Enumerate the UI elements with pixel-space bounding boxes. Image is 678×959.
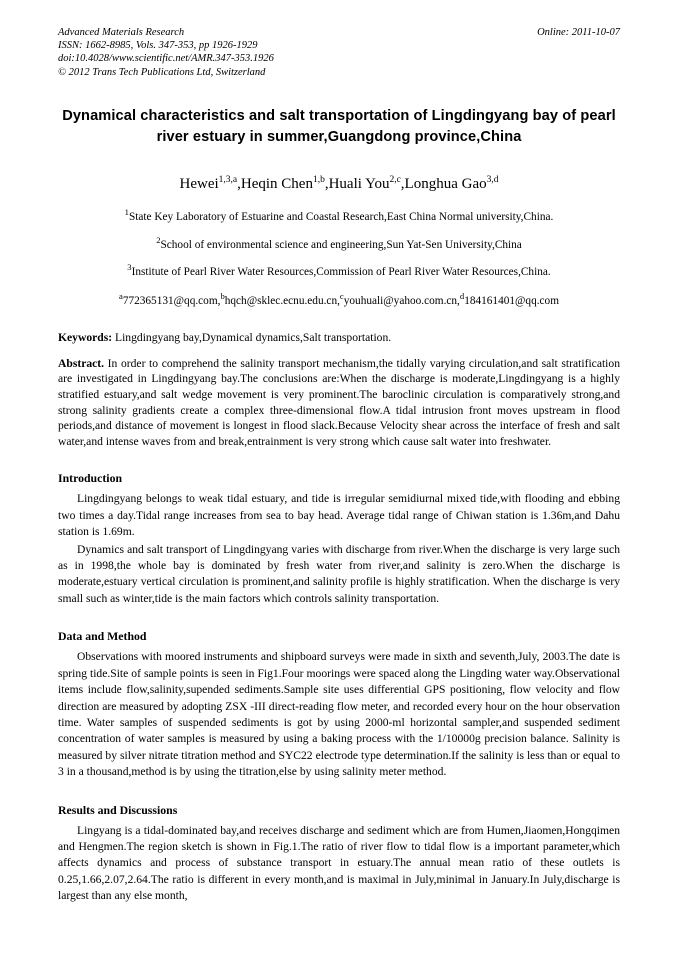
affiliation-1 [58,205,620,225]
email-1: 772365131@qq.com, [122,294,221,307]
section-heading-results-and-discussions: Results and Discussions [58,802,178,817]
doi-line: doi:10.4028/www.scientific.net/AMR.347-353.1926 [58,53,274,65]
email-3-marker: c [339,291,344,302]
affiliation-2-marker: 2 [156,234,161,245]
affiliation-3 [58,260,620,280]
author-3-affil-marker: 2,c [389,174,401,185]
abstract-label: Abstract. [58,356,105,370]
abstract-text: In order to comprehend the salinity transport mechanism,the tidally varying circulation,and salt stratification are investigated in Lingdingyang bay.The conclusions are:When the discharge is moderate,Lingdingyang is a highly stratified estuary,and salt wedge movement is very prominent.The baroclinic circulation is comparatively strong,and strong salinity gradients create a complex three-dimensional flow.A tidal intrusion front moves upstream in flood periods,and distance of movement is longest in flood slack.Because Velocity shear across the interface of fresh and salt water,and intense waves from and break,entrainment is very strong which cause salt water into freshwater. [58,356,620,448]
author-1-name: Hewei [179,175,219,192]
copyright-line: © 2012 Trans Tech Publications Ltd, Switzerland [58,66,266,78]
issn-line: ISSN: 1662-8985, Vols. 347-353, pp 1926-1929 [58,40,258,52]
online-date: Online: 2011-10-07 [537,27,620,38]
journal-name: Advanced Materials Research [58,27,185,38]
email-4: 184161401@qq.com [464,294,559,307]
keywords-line [58,330,620,346]
page-title: Dynamical characteristics and salt transportation of Lingdingyang bay of pearl river estuary in summer,Guangdong province,China [62,107,616,145]
paragraph: Lingdingyang belongs to weak tidal estuary, and tide is irregular semidiurnal mixed tide,with flooding and ebbing two times a day.Tidal range increases from sea to bay head. Average tidal range of Chiwan station is 1.36m,and Dahu station is 1.69m. [58,492,620,539]
author-2-affil-marker: 1,b [312,174,325,185]
affiliation-1-marker: 1 [124,206,129,217]
email-1-marker: a [118,291,123,302]
author-list [58,170,620,194]
affiliation-3-text: Institute of Pearl River Water Resources,Commission of Pearl River Water Resources,China. [131,266,551,279]
paragraph: Lingyang is a tidal-dominated bay,and receives discharge and sediment which are from Humen,Jiaomen,Hongqimen and Hengmen.The region sketch is shown in Fig.1.The ratio of river flow to tidal flow is a important parameter,which affects dynamics and process of substance transport in estuary.The annual mean ratio of these outlets is 0.25,1.66,2.07,2.64.The ratio is different in every month,and is maximal in July,minimal in January.In July,discharge is largest than any else month, [58,823,620,903]
paragraph: Observations with moored instruments and shipboard surveys were made in sixth and seventh,July, 2003.The date is spring tide.Site of sample points is seen in Fig1.Four moorings were spaced along the Lingding water way.Observational items include flow,salinity,supended sediments.Sample site uses differential GPS positioning, flow velocity and flow direction are measured by adopting ZSX -III direct-reading flow meter, and recorded every hour on the hour observation time. Water samples of suspended sediments is got by using 2000-ml horizontal sampler,and suspended sediment concentration of water samples is measured by using a baking process with the 1/10000g precision balance. Salinity is measured by silver nitrate titration method and SYC22 electrode type determination.If the salinity is less than or equal to 3 in a thousand,method is by using the titration,else by using salinity meter method. [58,650,620,779]
section-heading-data-and-method: Data and Method [58,629,147,644]
author-emails [58,289,620,309]
affiliation-2-text: School of environmental science and engineering,Sun Yat-Sen University,China [160,238,522,251]
email-4-marker: d [459,291,465,302]
email-2-marker: b [220,291,225,302]
affiliation-3-marker: 3 [127,262,132,273]
keywords-value: Lingdingyang bay,Dynamical dynamics,Salt transportation. [112,330,392,344]
email-3: youhuali@yahoo.com.cn, [343,294,460,307]
author-2-name: ,Heqin Chen [237,175,313,192]
paragraph: Dynamics and salt transport of Lingdingyang varies with discharge from river.When the discharge is very large such as in 1998,the whole bay is dominated by fresh water from river,and salinity is zero.When the discharge is moderate,estuary vertical circulation is prominent,and salinity profile is highly stratification. When the discharge is very small such as winter,tide is the main factors which controls salinity transportation. [58,542,620,605]
email-2: hqch@sklec.ecnu.edu.cn, [224,294,340,307]
author-4-name: ,Longhua Gao [400,175,487,192]
keywords-label: Keywords: [58,330,113,344]
author-4-affil-marker: 3,d [486,174,499,185]
affiliation-2 [58,233,620,253]
page-header [58,26,620,79]
author-1-affil-marker: 1,3,a [218,174,238,185]
author-3-name: ,Huali You [324,175,390,192]
abstract-block [58,356,620,450]
section-heading-introduction: Introduction [58,471,123,486]
affiliation-1-text: State Key Laboratory of Estuarine and Coastal Research,East China Normal university,China. [128,210,554,223]
